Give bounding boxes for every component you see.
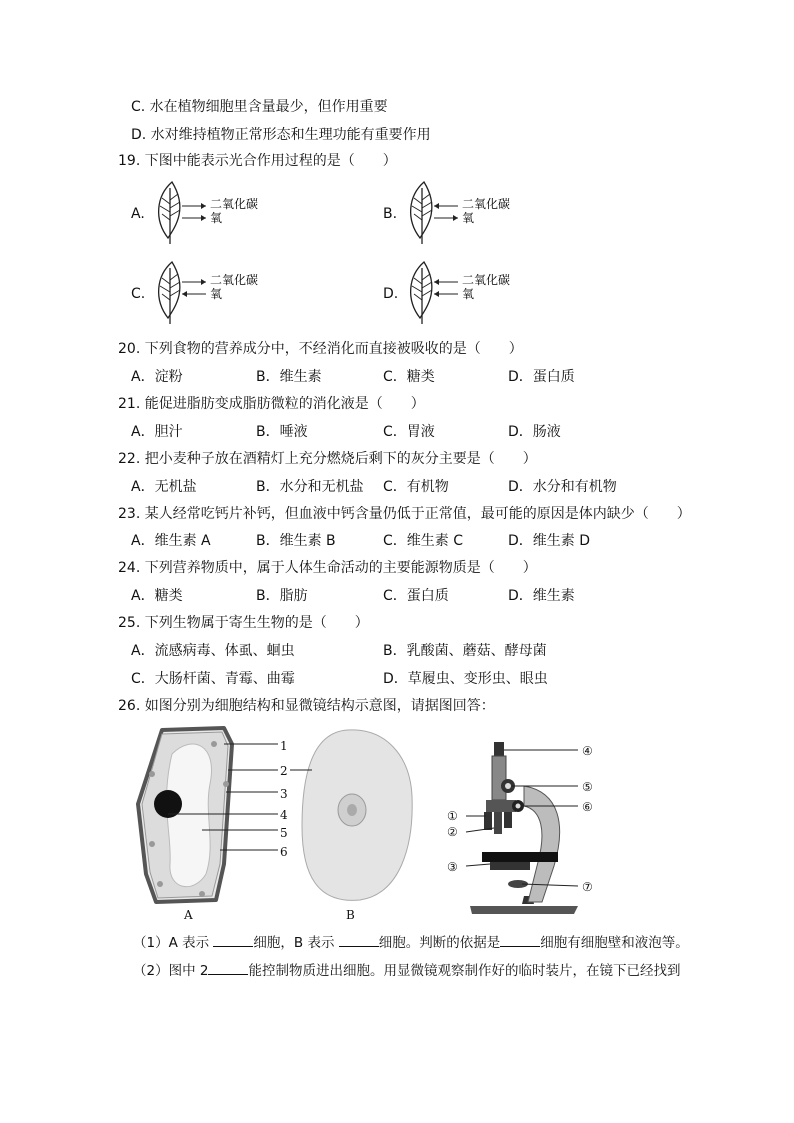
q20-option-b: B．维生素 (256, 369, 322, 385)
cell-b-leader-lines (290, 726, 330, 806)
q19-stem: 19. 下图中能表示光合作用过程的是（ ） (118, 153, 397, 169)
caption-b: B (346, 908, 355, 922)
q18-option-d: D. 水对维持植物正常形态和生理功能有重要作用 (131, 127, 431, 143)
o2-label: 氧 (210, 211, 223, 225)
q22-option-a: A．无机盐 (131, 479, 197, 495)
q25-option-b: B．乳酸菌、蘑菇、酵母菌 (383, 643, 547, 659)
q26-sub1-part-b: 细胞，B 表示 (253, 935, 335, 951)
co2-label: 二氧化碳 (210, 197, 259, 211)
q26-sub1-part-d: 细胞有细胞壁和液泡等。 (540, 935, 689, 951)
plant-cell-diagram (132, 724, 302, 909)
q26-sub1-part-c: 细胞。判断的依据是 (378, 935, 501, 951)
q26-sub1 (133, 932, 689, 952)
q24-option-a: A．糖类 (131, 588, 183, 604)
q19-option-b-label: B. (383, 206, 398, 222)
co2-label: 二氧化碳 (462, 273, 511, 287)
o2-label: 氧 (462, 211, 475, 225)
leaf-diagram-c (150, 258, 270, 328)
q22-stem: 22. 把小麦种子放在酒精灯上充分燃烧后剩下的灰分主要是（ ） (118, 451, 537, 467)
q20-option-a: A．淀粉 (131, 369, 183, 385)
q21-option-a: A．胆汁 (131, 424, 183, 440)
q19-option-c-label: C. (131, 286, 146, 302)
q23-option-c: C．维生素 C (383, 533, 464, 549)
q22-option-b: B．水分和无机盐 (256, 479, 364, 495)
q19-option-a-label: A. (131, 206, 145, 222)
q25-option-d: D．草履虫、变形虫、眼虫 (383, 671, 548, 687)
leaf-diagram-d (402, 258, 522, 328)
q21-option-d: D．肠液 (508, 424, 561, 440)
microscope-label-1: ① (447, 809, 458, 823)
cell-label-4: 4 (280, 808, 288, 822)
answer-blank-3[interactable] (500, 932, 540, 947)
leaf-diagram-a (150, 178, 270, 248)
q24-stem: 24. 下列营养物质中，属于人体生命活动的主要能源物质是（ ） (118, 560, 537, 576)
q18-option-c: C. 水在植物细胞里含量最少，但作用重要 (131, 99, 388, 115)
microscope-label-2: ② (447, 825, 458, 839)
microscope-label-6: ⑥ (582, 800, 593, 814)
q24-option-d: D．维生素 (508, 588, 575, 604)
q20-option-d: D．蛋白质 (508, 369, 575, 385)
microscope-label-5: ⑤ (582, 780, 593, 794)
q26-sub2-part-a: （2）图中 2 (133, 963, 209, 979)
caption-a: A (184, 908, 193, 922)
q26-sub2 (133, 960, 680, 980)
q22-option-d: D．水分和有机物 (508, 479, 617, 495)
answer-blank-4[interactable] (208, 960, 248, 975)
q25-option-a: A．流感病毒、体虱、蛔虫 (131, 643, 295, 659)
o2-label: 氧 (462, 287, 475, 301)
q23-option-d: D．维生素 D (508, 533, 591, 549)
co2-label: 二氧化碳 (462, 197, 511, 211)
q21-option-b: B．唾液 (256, 424, 308, 440)
q22-option-c: C．有机物 (383, 479, 449, 495)
q26-sub2-part-b: 能控制物质进出细胞。用显微镜观察制作好的临时装片，在镜下已经找到 (248, 963, 681, 979)
cell-label-1: 1 (280, 739, 288, 753)
q24-option-c: C．蛋白质 (383, 588, 449, 604)
q24-option-b: B．脂肪 (256, 588, 308, 604)
leaf-diagram-b (402, 178, 522, 248)
q21-stem: 21. 能促进脂肪变成脂肪微粒的消化液是（ ） (118, 396, 425, 412)
q20-option-c: C．糖类 (383, 369, 435, 385)
cell-label-2: 2 (280, 764, 288, 778)
q26-stem: 26. 如图分别为细胞结构和显微镜结构示意图，请据图回答： (118, 698, 495, 714)
cell-label-3: 3 (280, 787, 288, 801)
q21-option-c: C．胃液 (383, 424, 435, 440)
microscope-label-7: ⑦ (582, 880, 593, 894)
microscope-diagram (462, 736, 582, 916)
answer-blank-1[interactable] (213, 932, 253, 947)
q19-option-d-label: D. (383, 286, 399, 302)
co2-label: 二氧化碳 (210, 273, 259, 287)
answer-blank-2[interactable] (339, 932, 379, 947)
cell-label-6: 6 (280, 845, 288, 859)
cell-label-5: 5 (280, 826, 288, 840)
microscope-label-3: ③ (447, 860, 458, 874)
q23-option-a: A．维生素 A (131, 533, 211, 549)
o2-label: 氧 (210, 287, 223, 301)
q25-option-c: C．大肠杆菌、青霉、曲霉 (131, 671, 295, 687)
q23-stem: 23. 某人经常吃钙片补钙，但血液中钙含量仍低于正常值，最可能的原因是体内缺少（ ） (118, 506, 691, 522)
q26-sub1-part-a: （1）A 表示 (133, 935, 210, 951)
q25-stem: 25. 下列生物属于寄生生物的是（ ） (118, 615, 369, 631)
q20-stem: 20. 下列食物的营养成分中，不经消化而直接被吸收的是（ ） (118, 341, 523, 357)
microscope-label-4: ④ (582, 744, 593, 758)
q23-option-b: B．维生素 B (256, 533, 336, 549)
